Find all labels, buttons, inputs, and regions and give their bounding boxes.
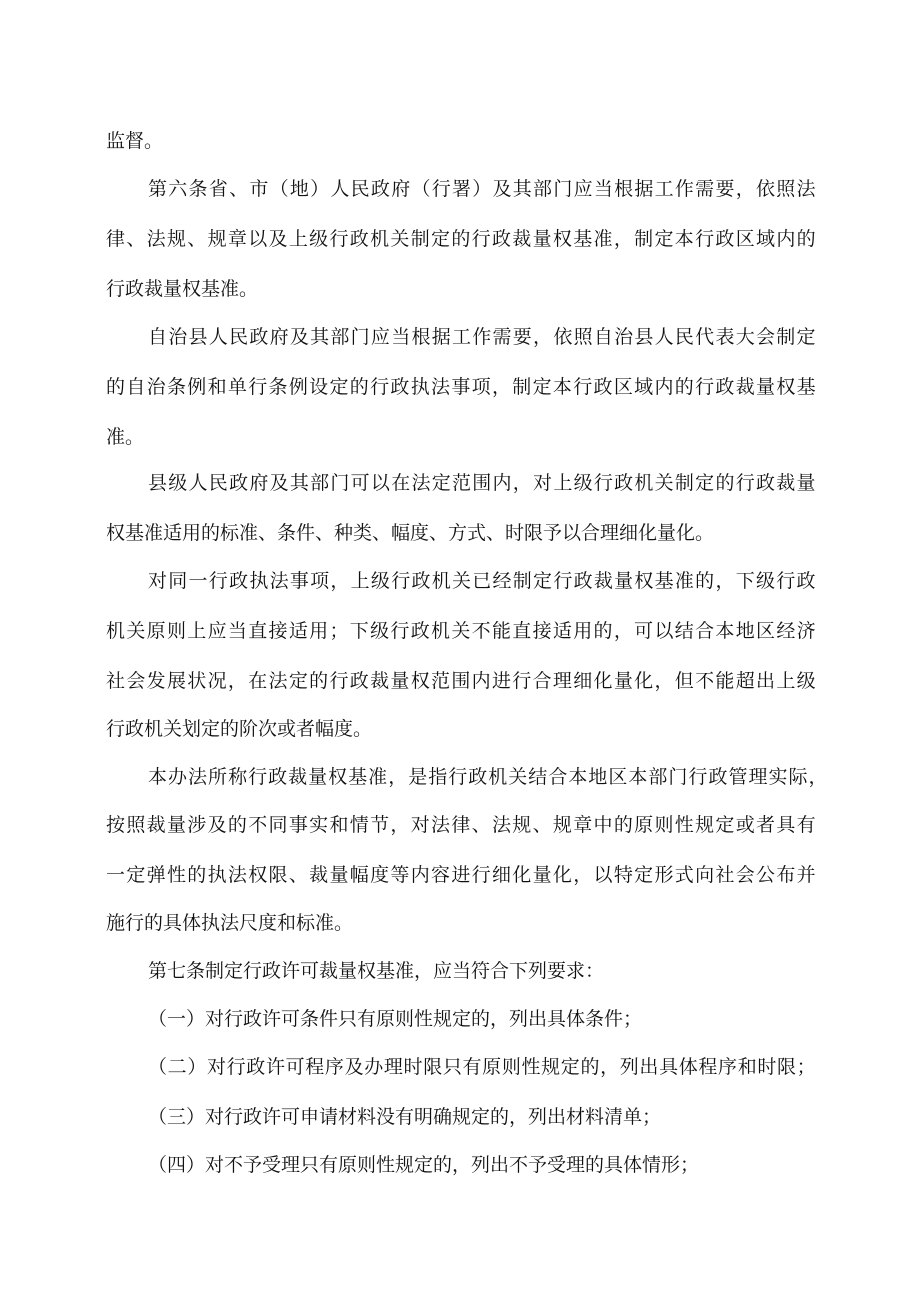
text-line: 机 关 原 则 上 应 当 直 接 适 用 ； 下 级 行 政 机 关 不 能 直 接 适 用 的 ， 可 以 结 合 本 地 区 经 济 xyxy=(106,620,816,642)
text-line: （一）对行政许可条件只有原则性规定的，列出具体条件； xyxy=(148,1008,643,1030)
text-line: 第 六 条 省 、 市 （ 地 ） 人 民 政 府 （ 行 署 ） 及 其 部 门 应 当 根 据 工 作 需 要 ， 依 照 法 xyxy=(148,178,816,200)
text-line: 行政裁量权基准。 xyxy=(106,278,259,300)
text-line: 施行的具体执法尺度和标准。 xyxy=(106,912,354,934)
text-line: 权基准适用的标准、条件、种类、幅度、方式、时限予以合理细化量化。 xyxy=(106,522,715,544)
text-line: 的 自 治 条 例 和 单 行 条 例 设 定 的 行 政 执 法 事 项 ， 制 定 本 行 政 区 域 内 的 行 政 裁 量 权 基 xyxy=(106,376,816,398)
text-line: 自 治 县 人 民 政 府 及 其 部 门 应 当 根 据 工 作 需 要 ， 依 照 自 治 县 人 民 代 表 大 会 制 定 xyxy=(148,326,816,348)
text-line: 行政机关划定的阶次或者幅度。 xyxy=(106,718,373,740)
text-line: 按 照 裁 量 涉 及 的 不 同 事 实 和 情 节 ， 对 法 律 、 法 规 、 规 章 中 的 原 则 性 规 定 或 者 具 有 xyxy=(106,814,816,836)
text-line: 对 同 一 行 政 执 法 事 项 ， 上 级 行 政 机 关 已 经 制 定 行 政 裁 量 权 基 准 的 ， 下 级 行 政 xyxy=(148,570,816,592)
text-line: 社 会 发 展 状 况 ， 在 法 定 的 行 政 裁 量 权 范 围 内 进 行 合 理 细 化 量 化 ， 但 不 能 超 出 上 级 xyxy=(106,670,816,692)
text-line: 第七条制定行政许可裁量权基准，应当符合下列要求： xyxy=(148,960,605,982)
text-line: （三）对行政许可申请材料没有明确规定的，列出材料清单； xyxy=(148,1106,662,1128)
text-line: 准。 xyxy=(106,426,145,448)
text-line: 监督。 xyxy=(106,130,164,152)
text-line: （ 二 ） 对 行 政 许 可 程 序 及 办 理 时 限 只 有 原 则 性 规 定 的 ， 列 出 具 体 程 序 和 时 限 ； xyxy=(148,1056,816,1078)
text-line: 县 级 人 民 政 府 及 其 部 门 可 以 在 法 定 范 围 内 ， 对 上 级 行 政 机 关 制 定 的 行 政 裁 量 xyxy=(148,472,816,494)
text-line: 本 办 法 所 称 行 政 裁 量 权 基 准 ， 是 指 行 政 机 关 结 合 本 地 区 本 部 门 行 政 管 理 实 际 ， xyxy=(148,766,828,788)
text-line: 律 、 法 规 、 规 章 以 及 上 级 行 政 机 关 制 定 的 行 政 裁 量 权 基 准 ， 制 定 本 行 政 区 域 内 的 xyxy=(106,228,816,250)
text-line: 一 定 弹 性 的 执 法 权 限 、 裁 量 幅 度 等 内 容 进 行 细 化 量 化 ， 以 特 定 形 式 向 社 会 公 布 并 xyxy=(106,864,816,886)
text-line: （四）对不予受理只有原则性规定的，列出不予受理的具体情形； xyxy=(148,1154,700,1176)
